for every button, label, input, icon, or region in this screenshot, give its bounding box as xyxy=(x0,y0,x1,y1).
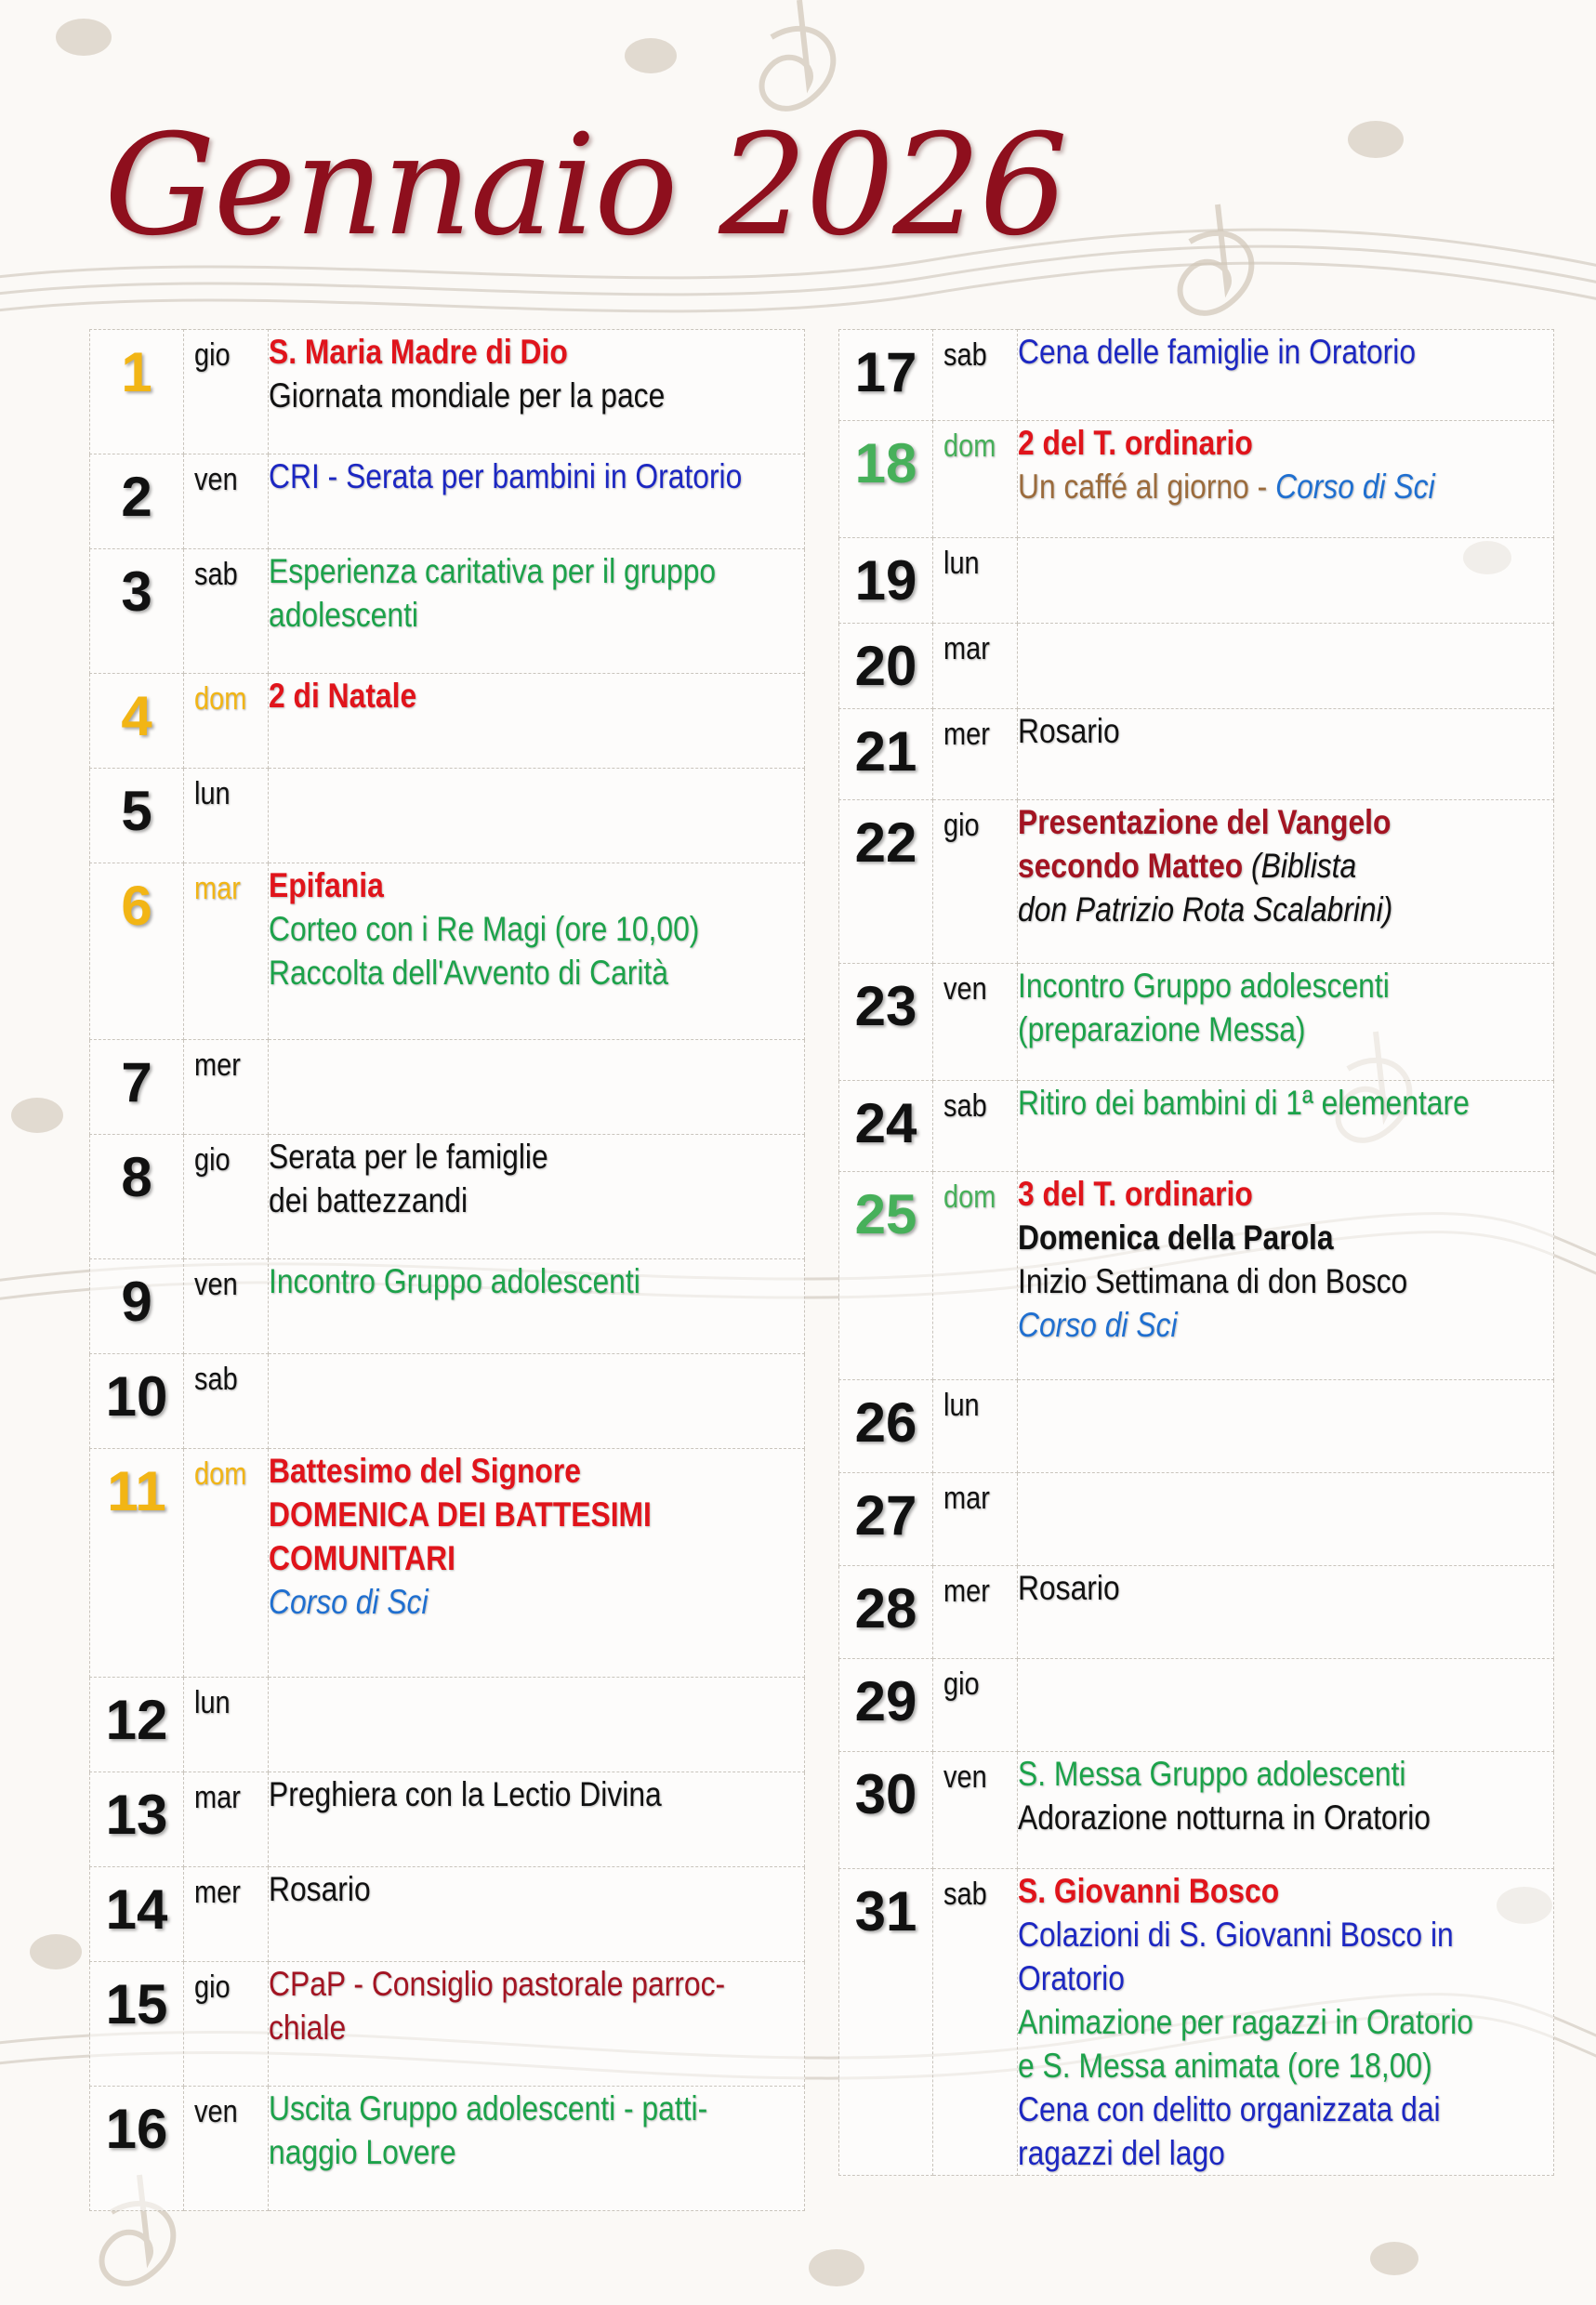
day-row xyxy=(90,1354,805,1449)
day-row xyxy=(839,1380,1554,1473)
events-cell xyxy=(269,769,805,863)
event-text: Rosario xyxy=(1018,1569,1120,1607)
event-line xyxy=(1018,1796,1478,1839)
day-row xyxy=(90,863,805,1040)
weekday-label: lun xyxy=(194,776,231,811)
day-number: 21 xyxy=(854,720,917,783)
events-cell xyxy=(1018,800,1554,964)
event-text: secondo Matteo xyxy=(1018,847,1244,885)
weekday-label: lun xyxy=(194,1685,231,1720)
weekday-label: mer xyxy=(943,1574,990,1609)
event-text: Corso di Sci xyxy=(1018,1306,1178,1344)
event-text: 2 del T. ordinario xyxy=(1018,424,1253,462)
weekday-label: sab xyxy=(943,337,987,373)
day-row xyxy=(839,1081,1554,1172)
event-line xyxy=(269,330,729,374)
day-number: 5 xyxy=(121,780,152,842)
event-line xyxy=(1018,1081,1478,1125)
weekday-label: mar xyxy=(943,1481,990,1516)
event-text: Presentazione del Vangelo xyxy=(1018,803,1392,841)
day-row xyxy=(90,549,805,674)
weekday-label: mar xyxy=(194,1780,241,1815)
event-line xyxy=(1018,421,1478,465)
events-cell xyxy=(269,1259,805,1354)
event-text: Cena delle famiglie in Oratorio xyxy=(1018,333,1417,371)
event-line xyxy=(269,1867,729,1911)
event-text: Corso di Sci xyxy=(269,1583,429,1621)
event-line xyxy=(1018,800,1478,844)
events-cell xyxy=(1018,1172,1554,1380)
weekday-label: gio xyxy=(194,1142,231,1178)
weekday-label: sab xyxy=(943,1088,987,1124)
day-number: 25 xyxy=(854,1183,917,1245)
day-row xyxy=(90,1449,805,1678)
day-number: 31 xyxy=(854,1880,917,1943)
day-number: 12 xyxy=(105,1689,168,1751)
events-cell xyxy=(269,454,805,549)
events-cell xyxy=(269,1772,805,1867)
weekday-label: mer xyxy=(943,717,990,752)
event-line xyxy=(1018,2044,1478,2088)
event-line xyxy=(269,2087,729,2130)
events-cell xyxy=(1018,538,1554,624)
event-text: S. Messa Gruppo adolescenti xyxy=(1018,1755,1406,1793)
events-cell xyxy=(269,1449,805,1678)
day-number: 20 xyxy=(854,635,917,697)
event-text: Domenica della Parola xyxy=(1018,1218,1334,1257)
event-line xyxy=(269,1135,729,1179)
events-cell xyxy=(269,1354,805,1449)
event-line xyxy=(1018,2088,1478,2131)
event-line xyxy=(269,593,729,637)
day-row xyxy=(839,1752,1554,1869)
event-line xyxy=(1018,1172,1478,1216)
event-line xyxy=(269,2130,729,2174)
day-number: 18 xyxy=(854,432,917,494)
weekday-label: mer xyxy=(194,1047,241,1083)
weekday-label: lun xyxy=(943,1388,980,1423)
event-line xyxy=(269,674,729,718)
event-text: Esperienza caritativa per il gruppo xyxy=(269,552,717,590)
event-text: Giornata mondiale per la pace xyxy=(269,376,666,415)
weekday-label: dom xyxy=(943,428,996,464)
weekday-label: ven xyxy=(943,971,987,1007)
events-cell xyxy=(1018,1566,1554,1659)
day-number: 6 xyxy=(121,875,152,937)
events-cell xyxy=(1018,1081,1554,1172)
day-row xyxy=(90,454,805,549)
day-number: 24 xyxy=(854,1092,917,1154)
events-cell xyxy=(1018,330,1554,421)
event-text: Oratorio xyxy=(1018,1959,1125,1997)
event-line xyxy=(1018,2131,1478,2175)
event-text: Serata per le famiglie xyxy=(269,1138,548,1176)
event-line xyxy=(1018,2000,1478,2044)
day-row xyxy=(839,1659,1554,1752)
day-row xyxy=(839,1869,1554,2176)
events-cell xyxy=(1018,1473,1554,1566)
event-text: COMUNITARI xyxy=(269,1539,455,1577)
event-line xyxy=(269,1493,729,1536)
events-cell xyxy=(269,1135,805,1259)
day-number: 26 xyxy=(854,1391,917,1454)
weekday-label: ven xyxy=(194,1267,238,1302)
event-line xyxy=(1018,1259,1478,1303)
day-row xyxy=(90,1962,805,2087)
day-row xyxy=(839,1172,1554,1380)
weekday-label: lun xyxy=(943,546,980,581)
day-number: 22 xyxy=(854,811,917,874)
event-text: (Biblista xyxy=(1243,847,1357,885)
event-text: ragazzi del lago xyxy=(1018,2134,1225,2172)
day-row xyxy=(839,330,1554,421)
event-text: Rosario xyxy=(269,1870,371,1908)
event-text: CRI - Serata per bambini in Oratorio xyxy=(269,457,743,495)
weekday-label: gio xyxy=(194,337,231,373)
day-number: 27 xyxy=(854,1484,917,1547)
event-text: Corso di Sci xyxy=(1275,468,1435,506)
day-row xyxy=(90,769,805,863)
event-line xyxy=(269,549,729,593)
events-cell xyxy=(269,1678,805,1772)
event-text: S. Giovanni Bosco xyxy=(1018,1872,1280,1910)
event-text: Ritiro dei bambini di 1ª elementare xyxy=(1018,1084,1470,1122)
event-line xyxy=(269,2006,729,2049)
weekday-label: sab xyxy=(194,1362,238,1397)
event-line xyxy=(269,1179,729,1222)
event-line xyxy=(1018,964,1478,1008)
event-text: Colazioni di S. Giovanni Bosco in xyxy=(1018,1916,1454,1954)
events-cell xyxy=(1018,624,1554,709)
weekday-label: sab xyxy=(194,557,238,592)
calendar-left-column xyxy=(89,329,805,2211)
day-row xyxy=(90,1040,805,1135)
day-number: 28 xyxy=(854,1577,917,1640)
day-row xyxy=(839,964,1554,1081)
day-number: 4 xyxy=(121,685,152,747)
events-cell xyxy=(1018,1869,1554,2176)
event-text: Incontro Gruppo adolescenti xyxy=(1018,967,1390,1005)
day-number: 15 xyxy=(105,1973,168,2035)
event-line xyxy=(1018,1008,1478,1051)
event-text: chiale xyxy=(269,2009,347,2047)
event-line xyxy=(269,1259,729,1303)
day-number: 16 xyxy=(105,2098,168,2160)
weekday-label: gio xyxy=(943,808,980,843)
day-number: 8 xyxy=(121,1146,152,1208)
day-number: 9 xyxy=(121,1271,152,1333)
events-cell xyxy=(269,2087,805,2211)
event-text: dei battezzandi xyxy=(269,1181,468,1219)
event-text: Cena con delitto organizzata dai xyxy=(1018,2090,1441,2128)
day-number: 2 xyxy=(121,466,152,528)
event-line xyxy=(1018,1303,1478,1347)
day-number: 1 xyxy=(121,341,152,403)
event-text: Adorazione notturna in Oratorio xyxy=(1018,1798,1431,1837)
day-row xyxy=(839,1473,1554,1566)
event-line xyxy=(269,1536,729,1580)
event-line xyxy=(269,1449,729,1493)
event-text: 3 del T. ordinario xyxy=(1018,1175,1253,1213)
event-line xyxy=(269,907,729,951)
day-row xyxy=(90,2087,805,2211)
event-line xyxy=(1018,1913,1478,1956)
events-cell xyxy=(1018,1752,1554,1869)
event-text: Raccolta dell'Avvento di Carità xyxy=(269,954,668,992)
event-line xyxy=(1018,1752,1478,1796)
event-line xyxy=(1018,1869,1478,1913)
event-text: Corteo con i Re Magi (ore 10,00) xyxy=(269,910,700,948)
day-number: 11 xyxy=(107,1460,166,1522)
event-text: Preghiera con la Lectio Divina xyxy=(269,1775,662,1813)
event-line xyxy=(269,863,729,907)
events-cell xyxy=(1018,1659,1554,1752)
weekday-label: mer xyxy=(194,1875,241,1910)
event-text: naggio Lovere xyxy=(269,2133,456,2171)
day-row xyxy=(90,1135,805,1259)
calendar-right-column xyxy=(838,329,1554,2176)
day-number: 17 xyxy=(854,341,917,403)
day-row xyxy=(839,624,1554,709)
weekday-label: gio xyxy=(194,1969,231,2005)
event-text: 2 di Natale xyxy=(269,677,417,715)
event-line xyxy=(269,1962,729,2006)
day-row xyxy=(839,1566,1554,1659)
day-row xyxy=(839,800,1554,964)
day-row xyxy=(839,421,1554,538)
weekday-label: mar xyxy=(194,871,241,906)
event-text: Rosario xyxy=(1018,712,1120,750)
events-cell xyxy=(269,863,805,1040)
event-text: CPaP - Consiglio pastorale parroc- xyxy=(269,1965,726,2003)
day-row xyxy=(90,1259,805,1354)
event-text: Inizio Settimana di don Bosco xyxy=(1018,1262,1408,1300)
events-cell xyxy=(269,674,805,769)
weekday-label: gio xyxy=(943,1666,980,1702)
day-row xyxy=(839,709,1554,800)
event-line xyxy=(269,951,729,994)
event-line xyxy=(1018,709,1478,753)
event-line xyxy=(1018,1956,1478,2000)
day-row xyxy=(90,330,805,454)
events-cell xyxy=(269,1962,805,2087)
events-cell xyxy=(269,1867,805,1962)
events-cell xyxy=(269,549,805,674)
day-number: 13 xyxy=(105,1784,168,1846)
weekday-label: mar xyxy=(943,631,990,666)
day-row xyxy=(90,1772,805,1867)
event-text: Uscita Gruppo adolescenti - patti- xyxy=(269,2089,708,2127)
event-text: adolescenti xyxy=(269,596,418,634)
day-number: 3 xyxy=(121,560,152,623)
event-line xyxy=(1018,330,1478,374)
weekday-label: sab xyxy=(943,1877,987,1912)
event-line xyxy=(269,1580,729,1624)
event-line xyxy=(1018,465,1478,508)
event-text: Un caffé al giorno - xyxy=(1018,468,1276,506)
weekday-label: ven xyxy=(194,2094,238,2129)
event-text: don Patrizio Rota Scalabrini) xyxy=(1018,890,1393,929)
event-text: DOMENICA DEI BATTESIMI xyxy=(269,1495,652,1534)
event-line xyxy=(1018,1216,1478,1259)
events-cell xyxy=(1018,1380,1554,1473)
event-text: Battesimo del Signore xyxy=(269,1452,581,1490)
day-number: 10 xyxy=(105,1365,168,1428)
event-text: S. Maria Madre di Dio xyxy=(269,333,568,371)
weekday-label: dom xyxy=(943,1179,996,1215)
event-line xyxy=(1018,844,1478,888)
weekday-label: ven xyxy=(943,1759,987,1795)
event-text: Animazione per ragazzi in Oratorio xyxy=(1018,2003,1473,2041)
events-cell xyxy=(1018,709,1554,800)
event-text: Incontro Gruppo adolescenti xyxy=(269,1262,640,1300)
day-number: 30 xyxy=(854,1763,917,1825)
day-number: 23 xyxy=(854,975,917,1037)
event-line xyxy=(269,374,729,417)
weekday-label: dom xyxy=(194,681,247,717)
day-row xyxy=(90,1678,805,1772)
day-row xyxy=(90,674,805,769)
day-row xyxy=(839,538,1554,624)
event-line xyxy=(1018,1566,1478,1610)
day-number: 7 xyxy=(121,1051,152,1113)
event-text: e S. Messa animata (ore 18,00) xyxy=(1018,2047,1432,2085)
event-text: Epifania xyxy=(269,866,384,904)
event-line xyxy=(269,1772,729,1816)
day-row xyxy=(90,1867,805,1962)
page-title: Gennaio 2026 xyxy=(104,105,1066,267)
events-cell xyxy=(269,330,805,454)
day-number: 19 xyxy=(854,549,917,612)
event-line xyxy=(1018,888,1478,931)
weekday-label: ven xyxy=(194,462,238,497)
event-text: (preparazione Messa) xyxy=(1018,1010,1306,1048)
events-cell xyxy=(269,1040,805,1135)
events-cell xyxy=(1018,964,1554,1081)
weekday-label: dom xyxy=(194,1456,247,1492)
day-number: 14 xyxy=(105,1878,168,1941)
day-number: 29 xyxy=(854,1670,917,1732)
events-cell xyxy=(1018,421,1554,538)
event-line xyxy=(269,454,743,498)
